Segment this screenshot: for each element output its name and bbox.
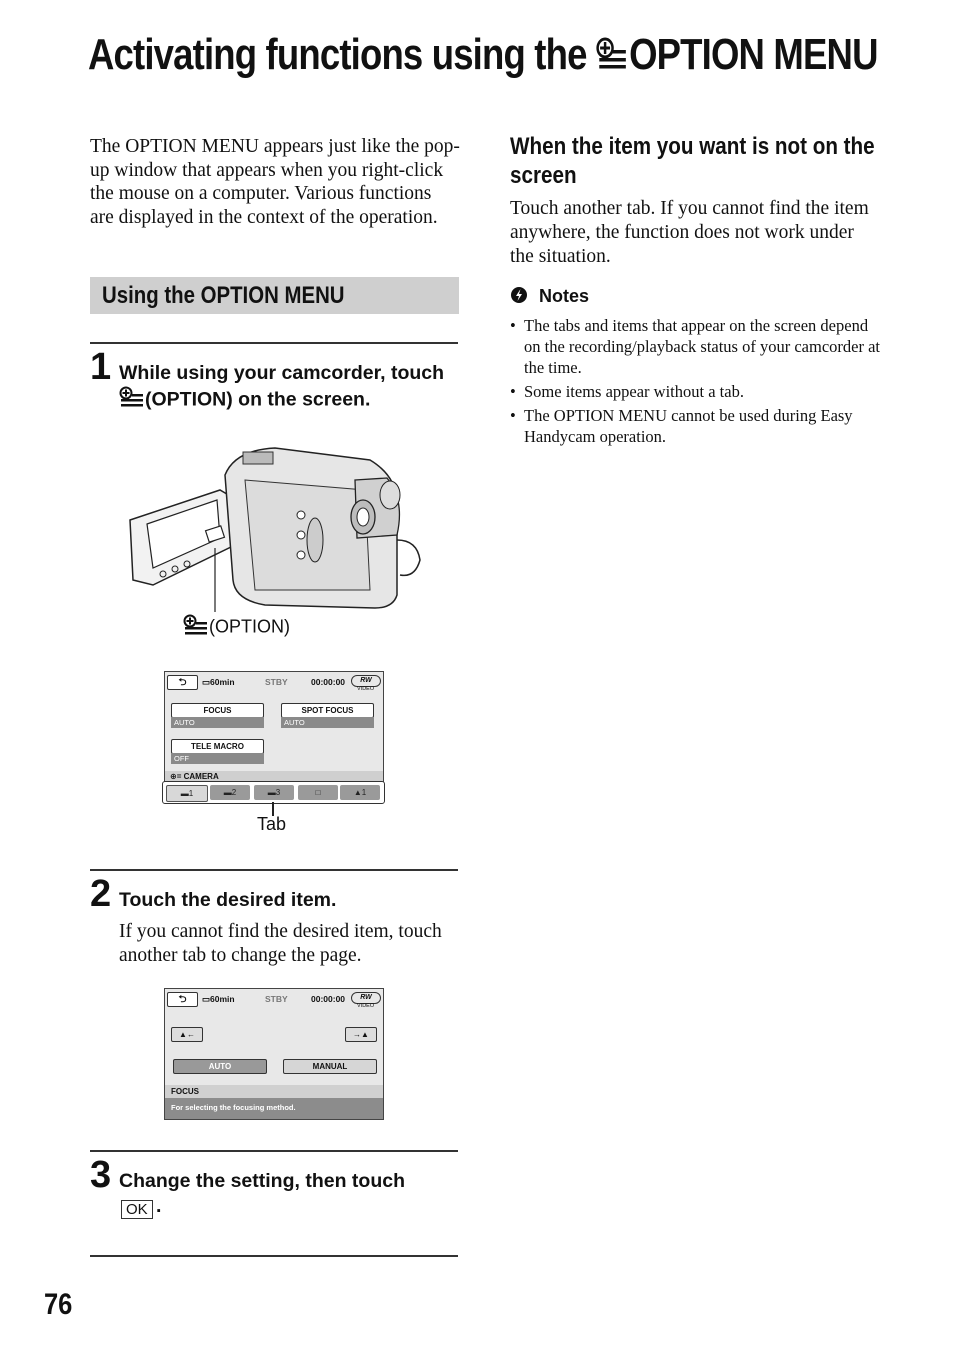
back-button[interactable]: ⮌ [167,992,198,1007]
page-title [88,30,878,82]
tab-bar [162,781,385,804]
option-callout [183,614,290,641]
title-suffix: OPTION MENU [629,30,878,79]
list-item: • The OPTION MENU cannot be used during Easy Handycam operation. [510,405,885,447]
auto-button[interactable]: AUTO [173,1059,267,1074]
setting-description: For selecting the focusing method. [165,1098,383,1119]
timecode: 00:00:00 [311,994,346,1004]
tab-camera-2[interactable]: ▬2 [210,785,250,800]
subsection-heading: When the item you want is not on the screen [510,133,875,189]
step-number: 1 [90,346,112,388]
timecode: 00:00:00 [311,677,346,687]
focus-far-button[interactable]: →▲ [345,1027,377,1042]
tab-number: 1 [361,788,367,797]
notes-heading [510,286,589,309]
list-item: • The tabs and items that appear on the screen depend on the recording/playback status of your camcorder at the time. [510,315,885,378]
status-label: STBY [265,677,288,687]
step-2-body: If you cannot find the desired item, touch another tab to change the page. [119,921,442,966]
notes-icon [510,286,528,309]
battery-time: 60min [210,677,235,687]
manual-button[interactable]: MANUAL [283,1059,377,1074]
category-label: CAMERA [183,772,219,781]
tab-camera-3[interactable]: ▬3 [254,785,294,800]
battery-time: 60min [210,994,235,1004]
back-button[interactable]: ⮌ [167,675,198,690]
option-menu-icon [596,32,629,82]
item-value: AUTO [281,717,374,728]
option-icon [119,386,145,415]
tab-camera-1[interactable]: ▬1 [166,785,208,802]
item-value: OFF [171,753,264,764]
step-2-heading: Touch the desired item. [119,889,337,911]
divider [90,342,458,344]
focus-near-button[interactable]: ▲← [171,1027,203,1042]
divider [90,869,458,871]
lcd-screen-focus [164,988,384,1120]
step-1-heading [119,360,464,415]
camcorder-illustration [125,440,425,615]
tab-setup[interactable]: ▲1 [340,785,380,800]
tab-number: 1 [188,789,194,798]
disc-format: VIDEO [357,686,375,692]
divider [90,1150,458,1152]
item-name: SPOT FOCUS [281,703,374,718]
tab-number: 3 [275,788,281,797]
notes-label: Notes [539,286,590,307]
step-3-heading: Change the setting, then touch [119,1170,405,1192]
section-heading-text: Using the OPTION MENU [102,282,345,309]
disc-rw-badge: RW [351,675,381,687]
subsection-body: Touch another tab. If you cannot find the item anywhere, the function does not work under the situation. [510,198,869,267]
step-number: 3 [90,1154,112,1196]
section-heading [90,277,459,314]
menu-item-tele-macro[interactable] [171,739,264,765]
divider [90,1255,458,1257]
menu-item-focus[interactable] [171,703,264,729]
notes-list [510,315,885,450]
menu-category-footer: ⊕= CAMERA [165,771,383,782]
disc-format: VIDEO [357,1003,375,1009]
option-callout-label: (OPTION) [209,616,290,637]
lcd-screen-option-menu [164,671,384,783]
tab-media[interactable]: □ [298,785,338,800]
title-prefix: Activating functions using the [88,30,596,79]
step-1-text-end: (OPTION) on the screen. [145,388,371,411]
step-3-end: . [156,1195,162,1217]
step-number: 2 [90,873,112,915]
ok-button-symbol: OK [121,1200,153,1219]
tab-callout: Tab [257,814,287,834]
setting-title-bar: FOCUS [165,1085,383,1098]
item-value: AUTO [171,717,264,728]
page-number: 76 [44,1288,73,1321]
intro-paragraph: The OPTION MENU appears just like the pop-up window that appears when you right-click the mouse on a computer. Various functions are displayed in the context of the operation. [90,136,460,228]
item-name: TELE MACRO [171,739,264,754]
step-1-text: While using your camcorder, touch [119,362,445,384]
list-item: • Some items appear without a tab. [510,381,885,402]
battery-indicator: ▭60min [202,677,235,687]
battery-indicator: ▭60min [202,994,235,1004]
status-label: STBY [265,994,288,1004]
disc-rw-badge: RW [351,992,381,1004]
menu-item-spot-focus[interactable] [281,703,374,729]
item-name: FOCUS [171,703,264,718]
tab-number: 2 [231,788,237,797]
option-icon [183,614,209,641]
